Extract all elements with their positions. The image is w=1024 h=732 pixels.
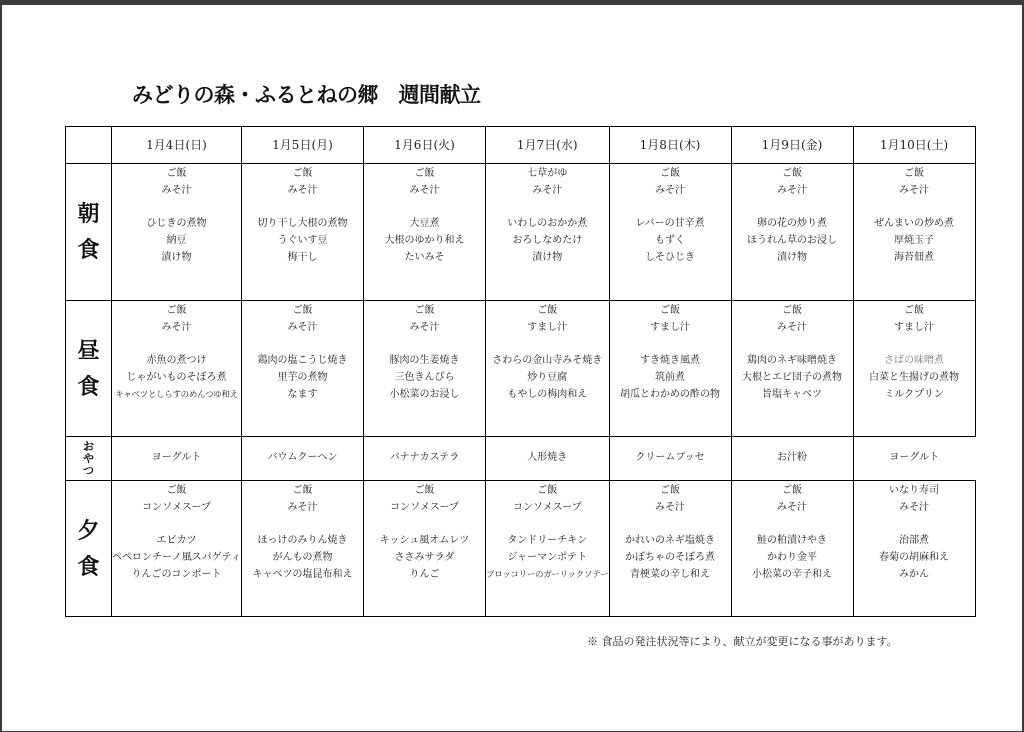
menu-item: おろしなめたけ (512, 235, 583, 247)
menu-item: ご飯 (166, 305, 187, 316)
snack-cell: クリームブッセ (609, 437, 731, 481)
day-header: 1月6日(火) (364, 127, 486, 164)
menu-item: 筑前煮 (655, 372, 685, 384)
menu-item: みそ汁 (899, 501, 929, 513)
menu-item: 大根とエビ団子の煮物 (742, 372, 842, 384)
menu-item (112, 200, 241, 217)
menu-item: 里芋の煮物 (277, 372, 328, 384)
menu-item: すまし汁 (650, 321, 690, 333)
breakfast-cell (112, 164, 242, 301)
snack-label-char: や (83, 451, 94, 465)
menu-item: キッシュ風オムレツ (379, 535, 470, 547)
menu-item: ご飯 (292, 485, 313, 496)
dinner-cell (242, 481, 364, 617)
menu-item: ご飯 (414, 168, 435, 179)
menu-item: ほっけのみりん焼き (257, 535, 348, 547)
menu-item: みそ汁 (655, 184, 685, 196)
menu-item: みそ汁 (777, 184, 807, 196)
snack-cell: ヨーグルト (112, 437, 242, 481)
dinner-cell (112, 481, 242, 617)
menu-item (610, 517, 731, 534)
menu-item (732, 200, 853, 217)
menu-item (486, 337, 609, 354)
menu-item: りんごのコンポート (131, 568, 222, 580)
menu-item (112, 517, 241, 534)
dinner-label-char: 夕 (77, 517, 100, 544)
lunch-label-cell (66, 301, 112, 437)
menu-item: キャベツとしらすのめんつゆ和え (115, 389, 238, 400)
menu-item: みそ汁 (287, 184, 318, 196)
menu-item: 鶏肉のネギ味噌焼き (747, 355, 837, 367)
snack-row (66, 437, 976, 481)
menu-item: ミルクプリン (884, 388, 944, 400)
menu-item: ご飯 (292, 305, 313, 316)
menu-item: 大根のゆかり和え (384, 235, 465, 247)
menu-item (486, 517, 609, 534)
menu-item: たいみそ (404, 251, 445, 263)
menu-item: みそ汁 (777, 501, 807, 513)
breakfast-label-cell (66, 164, 112, 301)
snack-label-cell (66, 437, 112, 481)
menu-item: ご飯 (414, 305, 435, 316)
dinner-cell (486, 481, 610, 617)
menu-item: いわしのおかか煮 (507, 218, 588, 230)
breakfast-label-char: 朝 (77, 201, 100, 227)
lunch-cell (242, 301, 364, 437)
lunch-cell (609, 301, 731, 437)
breakfast-row (66, 164, 976, 301)
menu-item: 鮭の粕漬けやき (757, 535, 827, 547)
breakfast-cell (486, 164, 610, 301)
menu-item: ご飯 (414, 485, 435, 496)
menu-item: 厚焼玉子 (894, 235, 934, 247)
breakfast-cell (731, 164, 853, 301)
menu-item: キャベツの塩昆布和え (252, 568, 353, 580)
dinner-cell (731, 481, 853, 617)
menu-item (242, 200, 363, 217)
day-header: 1月5日(月) (242, 127, 364, 164)
dinner-row (66, 481, 976, 617)
menu-item: エビカツ (156, 535, 197, 547)
breakfast-cell (853, 164, 975, 301)
day-header: 1月7日(水) (486, 127, 610, 164)
menu-item: ご飯 (166, 485, 187, 496)
menu-item: 漬け物 (777, 251, 807, 263)
menu-item: ご飯 (904, 305, 924, 316)
menu-item: 青梗菜の辛し和え (630, 568, 710, 580)
menu-item: じゃがいものそぼろ煮 (126, 372, 227, 384)
menu-item: みそ汁 (409, 321, 440, 333)
day-header: 1月4日(日) (112, 127, 242, 164)
menu-item (610, 337, 731, 354)
menu-item: ペペロンチーノ風スパゲティ (112, 552, 241, 564)
lunch-row (66, 301, 976, 437)
menu-item: 小松菜の辛子和え (752, 568, 832, 580)
dinner-label-char: 食 (77, 553, 100, 580)
menu-item: 春菊の胡麻和え (879, 552, 949, 564)
menu-item: 大豆煮 (409, 218, 440, 230)
menu-item: みそ汁 (777, 321, 807, 333)
menu-item (364, 517, 485, 534)
menu-item: 納豆 (166, 235, 187, 247)
menu-item: 炒り豆腐 (527, 372, 568, 384)
menu-item: 漬け物 (161, 251, 192, 263)
menu-item: ご飯 (537, 485, 558, 496)
menu-item: かれいのネギ塩焼き (625, 535, 715, 547)
menu-item: みかん (899, 568, 929, 580)
menu-item (242, 517, 363, 534)
lunch-cell (853, 301, 975, 437)
menu-item: さばの味噌煮 (884, 355, 944, 367)
menu-item (854, 337, 975, 354)
menu-item: 梅干し (287, 251, 318, 263)
menu-item: すまし汁 (527, 321, 568, 333)
page-title: みどりの森・ふるとねの郷 週間献立 (132, 82, 481, 107)
breakfast-cell (364, 164, 486, 301)
snack-cell: バナナカステラ (364, 437, 486, 481)
day-header: 1月9日(金) (731, 127, 853, 164)
menu-item: コンソメスープ (512, 501, 582, 513)
weekly-menu-table (65, 126, 976, 617)
menu-item: 七草がゆ (527, 168, 568, 179)
menu-item: ささみサラダ (394, 552, 455, 564)
snack-cell: お汁粉 (731, 437, 853, 481)
footnote: ※ 食品の発注状況等により、献立が変更になる事があります。 (587, 635, 898, 648)
menu-item: ご飯 (782, 305, 802, 316)
day-header: 1月10日(土) (853, 127, 975, 164)
dinner-cell (609, 481, 731, 617)
menu-item: 三色きんぴら (394, 372, 455, 384)
menu-item: さわらの金山寺みそ焼き (492, 355, 603, 367)
menu-item: みそ汁 (899, 184, 929, 196)
menu-item: ブロッコリーのガーリックソテー (486, 569, 609, 580)
menu-item: 卵の花の炒り煮 (757, 218, 827, 230)
menu-item: 鶏肉の塩こうじ焼き (257, 355, 348, 367)
menu-item: 切り干し大根の煮物 (257, 218, 348, 230)
menu-item: いなり寿司 (889, 485, 939, 496)
menu-item (486, 200, 609, 217)
menu-item: うぐいす豆 (277, 235, 328, 247)
snack-label-char: つ (83, 463, 94, 477)
dinner-label-cell (66, 481, 112, 617)
snack-cell: バウムクーヘン (242, 437, 364, 481)
snack-cell: 人形焼き (486, 437, 610, 481)
menu-item: もずく (655, 235, 685, 247)
menu-item: タンドリーチキン (507, 535, 588, 547)
menu-item: みそ汁 (287, 321, 318, 333)
snack-cell: ヨーグルト (853, 437, 975, 481)
menu-item: 治部煮 (899, 535, 929, 547)
dinner-cell (364, 481, 486, 617)
menu-item (732, 517, 853, 534)
menu-item: ぜんまいの炒め煮 (874, 218, 954, 230)
menu-item: ジャーマンポテト (507, 552, 588, 564)
menu-item (242, 337, 363, 354)
menu-item: 胡瓜とわかめの酢の物 (620, 388, 720, 400)
menu-item: みそ汁 (532, 184, 563, 196)
menu-item (854, 200, 975, 217)
menu-item: みそ汁 (655, 501, 685, 513)
menu-item: みそ汁 (287, 501, 318, 513)
breakfast-cell (242, 164, 364, 301)
menu-item: みそ汁 (409, 184, 440, 196)
menu-item: すき焼き風煮 (640, 355, 700, 367)
lunch-cell (731, 301, 853, 437)
menu-item: 赤魚の煮つけ (146, 355, 207, 367)
menu-item: ご飯 (782, 485, 802, 496)
menu-item: みそ汁 (161, 321, 192, 333)
menu-item: ご飯 (782, 168, 802, 179)
lunch-cell (364, 301, 486, 437)
menu-item (732, 337, 853, 354)
menu-item: コンソメスープ (390, 501, 459, 513)
menu-item: なます (287, 388, 318, 400)
menu-item: みそ汁 (161, 184, 192, 196)
menu-item: ご飯 (166, 168, 187, 179)
menu-item: 小松菜のお浸し (389, 388, 460, 400)
menu-item: ご飯 (292, 168, 313, 179)
header-row (66, 127, 976, 164)
menu-item: コンソメスープ (142, 501, 211, 513)
lunch-label-char: 昼 (77, 337, 100, 364)
breakfast-label-char: 食 (77, 237, 100, 263)
menu-item (610, 200, 731, 217)
menu-item: かぼちゃのそぼろ煮 (625, 552, 715, 564)
menu-item: すまし汁 (894, 321, 934, 333)
menu-item: 豚肉の生姜焼き (389, 355, 460, 367)
menu-item: 白菜と生揚げの煮物 (869, 372, 959, 384)
menu-page (2, 5, 1022, 731)
menu-item: レバーの甘辛煮 (635, 218, 705, 230)
day-header: 1月8日(木) (609, 127, 731, 164)
corner-cell (66, 127, 112, 164)
menu-item: ご飯 (660, 485, 680, 496)
breakfast-cell (609, 164, 731, 301)
menu-item (854, 517, 975, 534)
menu-item: ご飯 (537, 305, 558, 316)
menu-item: もやしの梅肉和え (507, 388, 588, 400)
menu-item: 海苔佃煮 (894, 251, 934, 263)
menu-item: ご飯 (660, 305, 680, 316)
menu-item: かわり金平 (767, 552, 817, 564)
menu-item: りんご (409, 568, 440, 580)
menu-item (364, 337, 485, 354)
menu-item: がんもの煮物 (272, 552, 333, 564)
menu-item: 旨塩キャベツ (762, 388, 822, 400)
menu-item: ひじきの煮物 (146, 218, 207, 230)
snack-label-char: お (83, 439, 94, 453)
menu-item: 漬け物 (532, 251, 563, 263)
menu-item: ご飯 (660, 168, 680, 179)
dinner-cell (853, 481, 975, 617)
menu-item (112, 337, 241, 354)
lunch-cell (486, 301, 610, 437)
menu-item: ご飯 (904, 168, 924, 179)
menu-item (364, 200, 485, 217)
menu-item: しそひじき (645, 251, 695, 263)
lunch-label-char: 食 (77, 373, 100, 400)
lunch-cell (112, 301, 242, 437)
menu-item: ほうれん草のお浸し (747, 235, 837, 247)
